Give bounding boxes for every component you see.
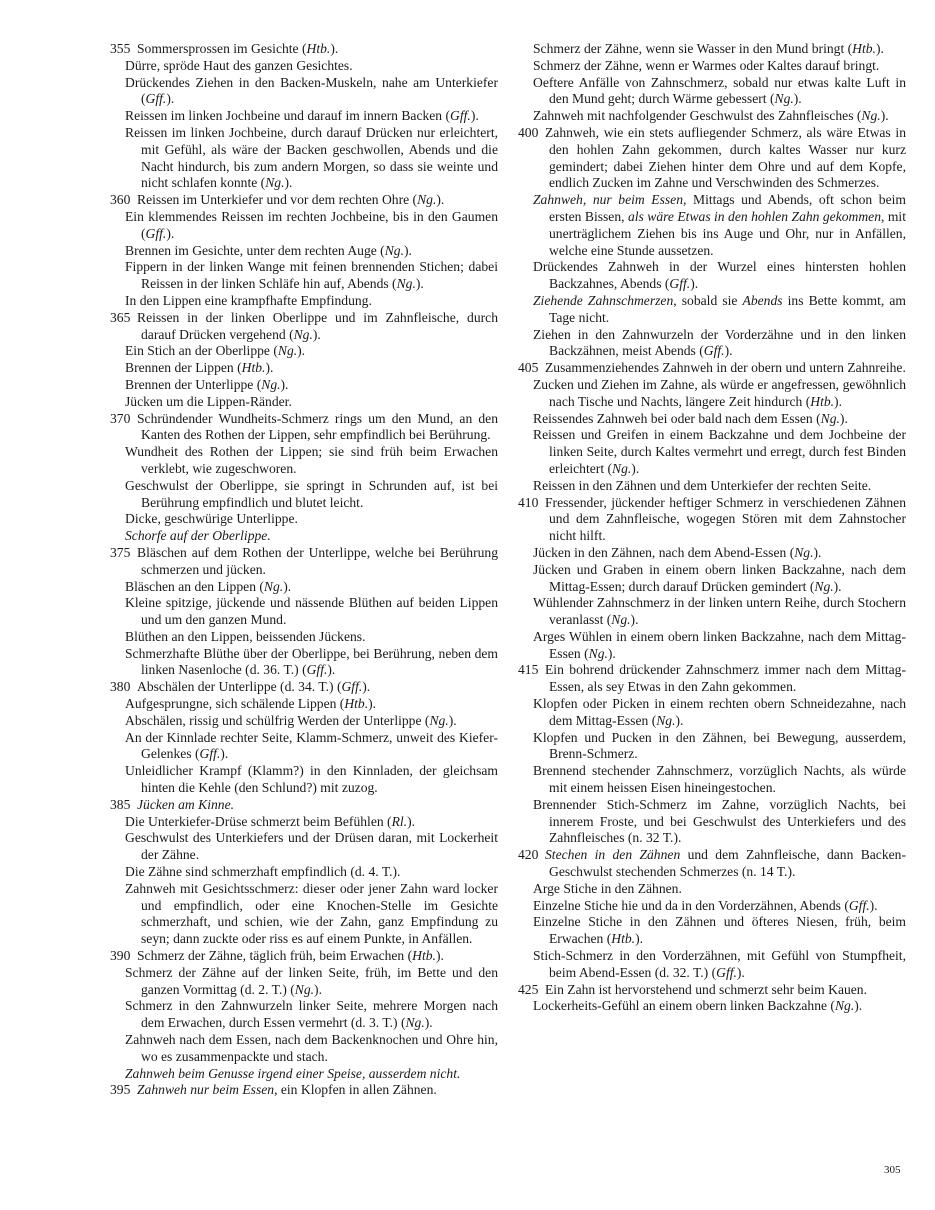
symptom-entry	[518, 898, 906, 915]
page-number: 305	[884, 1164, 901, 1176]
entry-text: Zahnweh nur beim Essen, ein Klopfen in allen Zähnen.	[137, 1082, 437, 1098]
entry-text: Stich-Schmerz in den Vorderzähnen, mit Gefühl von Stumpfheit, beim Abend-Essen (d. 32. T.) (Gff.).	[533, 948, 906, 980]
symptom-entry	[110, 377, 498, 394]
entry-number: 390	[110, 948, 131, 964]
symptom-entry	[518, 847, 906, 881]
entry-text: Brennen der Lippen (Htb.).	[125, 360, 274, 376]
entry-number: 400	[518, 124, 539, 140]
entry-text: Unleidlicher Krampf (Klamm?) in den Kinnladen, der gleichsam hinten die Kehle (den Schlund?) mit zuzog.	[125, 763, 498, 796]
entry-text: Ein Stich an der Oberlippe (Ng.).	[125, 343, 306, 359]
symptom-entry	[110, 763, 498, 797]
left-column	[110, 41, 498, 1099]
symptom-entry	[110, 713, 498, 730]
entry-text: Zahnweh, wie ein stets aufliegender Schmerz, als wäre Etwas in den hohlen Zahn gekommen, durch kaltes Wasser nur kurz gemindert; dabei Ziehen hinter dem Ohre und auf dem Kopfe, endlich Zucken im Zahne und Verschwinden des Schmerzes.	[545, 124, 906, 191]
entry-text: Jücken um die Lippen-Ränder.	[125, 393, 292, 409]
symptom-entry	[110, 864, 498, 881]
symptom-entry	[518, 982, 906, 999]
entry-text: Dürre, spröde Haut des ganzen Gesichtes.	[125, 57, 353, 73]
symptom-entry	[518, 696, 906, 730]
entry-number: 395	[110, 1082, 131, 1098]
symptom-entry	[110, 545, 498, 579]
entry-text: Reissendes Zahnweh bei oder bald nach dem Essen (Ng.).	[533, 410, 848, 426]
entry-text: Aufgesprungne, sich schälende Lippen (Htb.).	[125, 696, 377, 712]
entry-text: Schründender Wundheits-Schmerz rings um den Mund, an den Kanten des Rothen der Lippen, sehr empfindlich bei Berührung.	[137, 410, 498, 443]
entry-number: 415	[518, 662, 539, 678]
symptom-entry	[110, 646, 498, 680]
entry-text: Drückendes Ziehen in den Backen-Muskeln, nahe am Unterkiefer (Gff.).	[125, 74, 498, 107]
symptom-entry	[110, 259, 498, 293]
symptom-entry	[518, 998, 906, 1015]
symptom-entry	[518, 125, 906, 192]
entry-number: 425	[518, 981, 539, 997]
symptom-entry	[110, 125, 498, 192]
symptom-entry	[518, 259, 906, 293]
entry-text: Schmerz der Zähne, täglich früh, beim Erwachen (Htb.).	[137, 948, 444, 964]
entry-number: 365	[110, 309, 131, 325]
entry-text: Ein klemmendes Reissen im rechten Jochbeine, bis in den Gaumen (Gff.).	[125, 208, 498, 241]
symptom-entry	[518, 629, 906, 663]
entry-number: 405	[518, 360, 539, 376]
symptom-entry	[518, 797, 906, 847]
entry-text: Die Zähne sind schmerzhaft empfindlich (d. 4. T.).	[125, 864, 401, 880]
entry-text: Reissen im Unterkiefer und vor dem rechten Ohre (Ng.).	[137, 192, 445, 208]
symptom-entry	[110, 595, 498, 629]
symptom-entry	[110, 478, 498, 512]
symptom-entry	[110, 192, 498, 209]
entry-number: 370	[110, 410, 131, 426]
entry-text: Reissen in den Zähnen und dem Unterkiefer der rechten Seite.	[533, 477, 872, 493]
symptom-entry	[518, 948, 906, 982]
entry-text: Zahnweh mit Gesichtsschmerz: dieser oder jener Zahn ward locker und empfindlich, oder eine Knochen-Stelle im Gesichte schmerzhaft, und schien, wie der Zahn, ganz Empfindung zu seyn; dann zuckte oder riss es auf einem Punkte, in Anfällen.	[125, 880, 498, 947]
entry-number: 375	[110, 544, 131, 560]
symptom-entry	[518, 495, 906, 545]
entry-text: Brennender Stich-Schmerz im Zahne, vorzüglich Nachts, bei innerem Froste, und bei Geschwulst des Unterkiefers und des Zahnfleisches (n. 32 T.).	[533, 796, 906, 846]
entry-text: Zahnweh, nur beim Essen, Mittags und Abends, oft schon beim ersten Bissen, als wäre Etwas in den hohlen Zahn gekommen, mit unerträglichem Ziehen bis ins Auge und Ohr, nur in Anfällen, welche eine Stunde aussetzen.	[533, 192, 906, 258]
entry-text: Zusammenziehendes Zahnweh in der obern und untern Zahnreihe.	[545, 360, 906, 376]
entry-text: Sommersprossen im Gesichte (Htb.).	[137, 41, 339, 56]
symptom-entry	[110, 41, 498, 58]
symptom-entry	[518, 360, 906, 377]
symptom-entry	[518, 377, 906, 411]
entry-text: Fressender, jückender heftiger Schmerz in verschiedenen Zähnen und dem Zahnfleische, wogegen Stören mit dem Zahnstocher nicht hilft.	[545, 494, 906, 544]
entry-text: Schmerzhafte Blüthe über der Oberlippe, bei Berührung, neben dem linken Nasenloche (d. 36. T.) (Gff.).	[125, 645, 498, 678]
entry-text: Ziehen in den Zahnwurzeln der Vorderzähne und in den linken Backzähnen, meist Abends (Gff.).	[533, 326, 906, 359]
symptom-entry	[518, 562, 906, 596]
entry-text: Klopfen und Pucken in den Zähnen, bei Bewegung, ausserdem, Brenn-Schmerz.	[533, 729, 906, 762]
symptom-entry	[518, 293, 906, 327]
symptom-entry	[110, 360, 498, 377]
symptom-entry	[518, 730, 906, 764]
symptom-entry	[518, 662, 906, 696]
symptom-entry	[110, 1066, 498, 1083]
entry-text: Blüthen an den Lippen, beissenden Jückens.	[125, 628, 366, 644]
symptom-entry	[110, 881, 498, 948]
symptom-entry	[110, 293, 498, 310]
entry-text: Abschälen der Unterlippe (d. 34. T.) (Gff.).	[137, 679, 371, 695]
symptom-entry	[518, 58, 906, 75]
entry-text: Zahnweh nach dem Essen, nach dem Backenknochen und Ohre hin, wo es zusammenpackte und stach.	[125, 1032, 498, 1064]
symptom-entry	[518, 595, 906, 629]
symptom-entry	[110, 411, 498, 445]
entry-text: Fippern in der linken Wange mit feinen brennenden Stichen; dabei Reissen in der linken Schläfe hin auf, Abends (Ng.).	[125, 259, 498, 292]
right-column	[518, 41, 906, 1015]
entry-text: Schmerz der Zähne, wenn er Warmes oder Kaltes darauf bringt.	[533, 57, 880, 73]
symptom-entry	[110, 75, 498, 109]
entry-text: Einzelne Stiche hie und da in den Vorderzähnen, Abends (Gff.).	[533, 897, 878, 913]
symptom-entry	[110, 209, 498, 243]
symptom-entry	[518, 108, 906, 125]
entry-text: Bläschen an den Lippen (Ng.).	[125, 578, 292, 594]
symptom-entry	[518, 41, 906, 58]
symptom-entry	[110, 998, 498, 1032]
entry-text: Arges Wühlen in einem obern linken Backzahne, nach dem Mittag-Essen (Ng.).	[533, 628, 906, 661]
symptom-entry	[110, 948, 498, 965]
entry-text: Wühlender Zahnschmerz in der linken untern Reihe, durch Stochern veranlasst (Ng.).	[533, 595, 906, 628]
symptom-entry	[518, 75, 906, 109]
entry-text: Reissen im linken Jochbeine und darauf im innern Backen (Gff.).	[125, 108, 479, 124]
entry-text: Ein bohrend drückender Zahnschmerz immer nach dem Mittag-Essen, als sey Etwas in den Zahn gekommen.	[545, 662, 906, 695]
entry-text: Zucken und Ziehen im Zahne, als würde er angefressen, gewöhnlich nach Tische und Nachts, längere Zeit hindurch (Htb.).	[533, 376, 906, 409]
symptom-entry	[110, 696, 498, 713]
entry-text: Zahnweh mit nachfolgender Geschwulst des Zahnfleisches (Ng.).	[533, 108, 889, 124]
entry-number: 380	[110, 679, 131, 695]
entry-number: 355	[110, 41, 131, 56]
symptom-entry	[110, 830, 498, 864]
symptom-entry	[518, 411, 906, 428]
entry-text: Reissen in der linken Oberlippe und im Zahnfleische, durch darauf Drücken vergehend (Ng.).	[137, 309, 498, 342]
entry-text: Ziehende Zahnschmerzen, sobald sie Abends ins Bette kommt, am Tage nicht.	[533, 292, 907, 325]
entry-text: Klopfen oder Picken in einem rechten obern Schneidezahne, nach dem Mittag-Essen (Ng.).	[533, 696, 906, 728]
symptom-entry	[110, 629, 498, 646]
symptom-entry	[110, 579, 498, 596]
symptom-entry	[110, 1032, 498, 1066]
entry-text: Schmerz in den Zahnwurzeln linker Seite, mehrere Morgen nach dem Erwachen, durch Essen vermehrt (d. 3. T.) (Ng.).	[125, 998, 498, 1031]
entry-text: An der Kinnlade rechter Seite, Klamm-Schmerz, unweit des Kiefer-Gelenkes (Gff.).	[125, 729, 498, 762]
symptom-entry	[110, 814, 498, 831]
entry-text: Ein Zahn ist hervorstehend und schmerzt sehr beim Kauen.	[545, 981, 868, 997]
entry-text: Reissen und Greifen in einem Backzahne und dem Jochbeine der linken Seite, durch Kaltes vermehrt und erregt, durch fest Binden erleichtert (Ng.).	[533, 427, 906, 476]
symptom-entry	[110, 444, 498, 478]
entry-text: Brennen der Unterlippe (Ng.).	[125, 376, 289, 392]
entry-text: Dicke, geschwürige Unterlippe.	[125, 511, 298, 527]
symptom-entry	[110, 679, 498, 696]
entry-text: Einzelne Stiche in den Zähnen und öfteres Niesen, früh, beim Erwachen (Htb.).	[533, 914, 906, 947]
symptom-entry	[110, 511, 498, 528]
entry-text: Brennen im Gesichte, unter dem rechten Auge (Ng.).	[125, 242, 412, 258]
symptom-entry	[110, 310, 498, 344]
entry-text: Stechen in den Zähnen und dem Zahnfleische, dann Backen-Geschwulst stechenden Schmerzes (n. 14 T.).	[545, 847, 906, 880]
entry-text: Geschwulst des Unterkiefers und der Drüsen daran, mit Lockerheit der Zähne.	[125, 830, 498, 863]
symptom-entry	[110, 343, 498, 360]
entry-text: Brennend stechender Zahnschmerz, vorzüglich Nachts, als würde mit einem heissen Eisen hineingestochen.	[533, 763, 906, 796]
symptom-entry	[110, 528, 498, 545]
entry-text: Wundheit des Rothen der Lippen; sie sind früh beim Erwachen verklebt, wie zugeschworen.	[125, 444, 498, 476]
entry-text: Schmerz der Zähne auf der linken Seite, früh, im Bette und den ganzen Vormittag (d. 2. T.) (Ng.).	[125, 964, 498, 997]
symptom-entry	[110, 58, 498, 75]
entry-text: Schorfe auf der Oberlippe.	[125, 528, 271, 544]
symptom-entry	[110, 108, 498, 125]
entry-number: 420	[518, 847, 539, 863]
symptom-entry	[110, 730, 498, 764]
entry-text: Geschwulst der Oberlippe, sie springt in Schrunden auf, ist bei Berührung empfindlich und blutet leicht.	[125, 477, 498, 510]
symptom-entry	[518, 763, 906, 797]
entry-text: Lockerheits-Gefühl an einem obern linken Backzahne (Ng.).	[533, 998, 863, 1014]
symptom-entry	[110, 965, 498, 999]
symptom-entry	[518, 914, 906, 948]
symptom-entry	[110, 797, 498, 814]
symptom-entry	[518, 881, 906, 898]
symptom-entry	[518, 427, 906, 477]
entry-text: Jücken in den Zähnen, nach dem Abend-Essen (Ng.).	[533, 544, 822, 560]
entry-text: Die Unterkiefer-Drüse schmerzt beim Befühlen (Rl.).	[125, 813, 416, 829]
entry-text: Oeftere Anfälle von Zahnschmerz, sobald nur etwas kalte Luft in den Mund geht; durch Wärme gebessert (Ng.).	[533, 74, 906, 107]
entry-text: Abschälen, rissig und schülfrig Werden der Unterlippe (Ng.).	[125, 712, 457, 728]
symptom-entry	[110, 243, 498, 260]
entry-text: Reissen im linken Jochbeine, durch darauf Drücken nur erleichtert, mit Gefühl, als wäre der Backen geschwollen, Abends und die Nacht hindurch, bis zum andern Morgen, so dass sie weinte und nicht schlafen konnte (Ng.).	[125, 124, 498, 191]
entry-number: 385	[110, 796, 131, 812]
symptom-entry	[518, 327, 906, 361]
entry-text: Kleine spitzige, jückende und nässende Blüthen auf beiden Lippen und um den ganzen Mund.	[125, 595, 498, 628]
entry-text: Jücken und Graben in einem obern linken Backzahne, nach dem Mittag-Essen; durch darauf Drücken gemindert (Ng.).	[533, 561, 906, 594]
symptom-entry	[518, 545, 906, 562]
entry-text: In den Lippen eine krampfhafte Empfindung.	[125, 292, 372, 308]
entry-text: Arge Stiche in den Zähnen.	[533, 880, 682, 896]
entry-text: Bläschen auf dem Rothen der Unterlippe, welche bei Berührung schmerzen und jücken.	[137, 544, 498, 577]
symptom-entry	[110, 394, 498, 411]
entry-text: Zahnweh beim Genusse irgend einer Speise, ausserdem nicht.	[125, 1065, 461, 1081]
symptom-entry	[518, 478, 906, 495]
entry-number: 360	[110, 192, 131, 208]
entry-number: 410	[518, 494, 539, 510]
symptom-entry	[518, 192, 906, 259]
entry-text: Jücken am Kinne.	[137, 796, 235, 812]
entry-text: Drückendes Zahnweh in der Wurzel eines hintersten hohlen Backzahnes, Abends (Gff.).	[533, 259, 906, 292]
symptom-entry	[110, 1082, 498, 1099]
entry-text: Schmerz der Zähne, wenn sie Wasser in den Mund bringt (Htb.).	[533, 41, 884, 56]
